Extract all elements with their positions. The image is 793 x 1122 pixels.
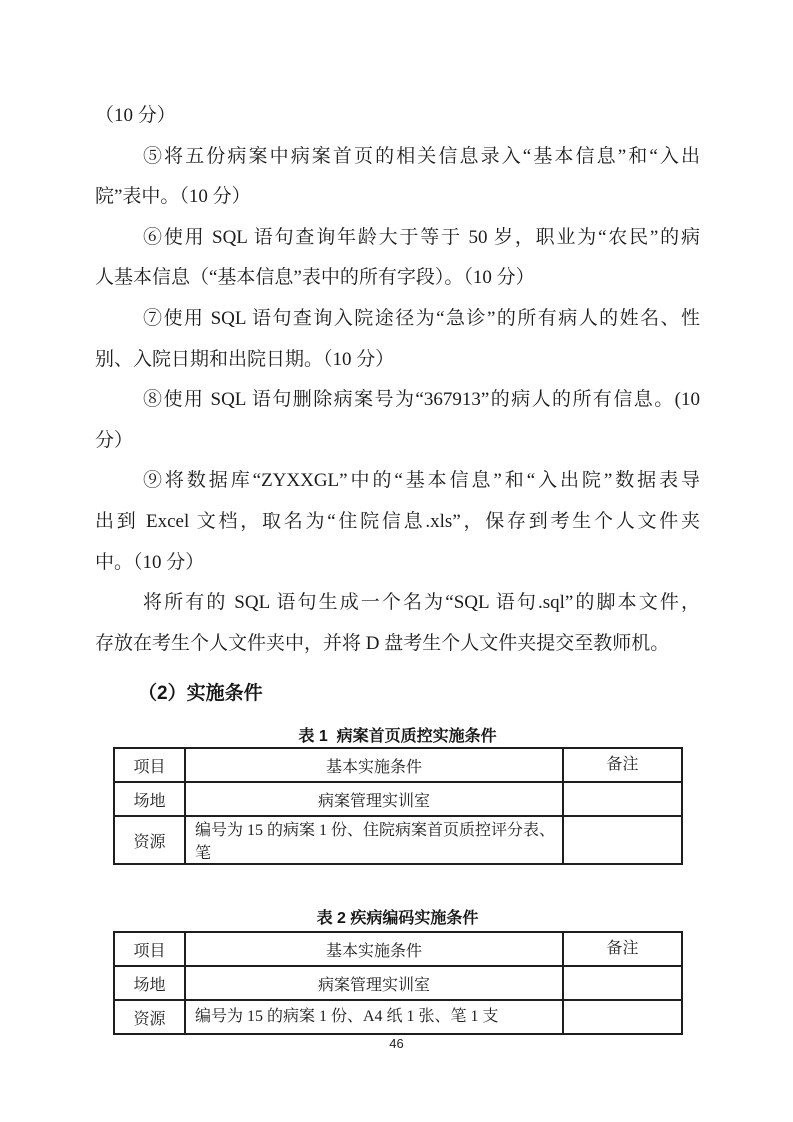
- body-line: 人基本信息（“基本信息”表中的所有字段）。（10 分）: [95, 267, 535, 289]
- body-line: 中。（10 分）: [95, 551, 205, 573]
- table-row: [114, 966, 682, 1000]
- table-row: [114, 1000, 682, 1034]
- table1-caption: 表 1 病案首页质控实施条件: [298, 728, 497, 746]
- body-line: 出到 Excel 文档，取名为“住院信息.xls”，保存到考生个人文件夹: [95, 510, 700, 532]
- table-cell: [563, 782, 682, 816]
- table-header-cell: 基本实施条件: [185, 748, 563, 782]
- table-1: [113, 747, 683, 865]
- body-line: 将所有的 SQL 语句生成一个名为“SQL 语句.sql”的脚本文件，: [143, 592, 700, 614]
- body-line: ⑥使用 SQL 语句查询年龄大于等于 50 岁，职业为“农民”的病: [143, 226, 700, 248]
- body-line: ⑧使用 SQL 语句删除病案号为“367913”的病人的所有信息。(10: [143, 389, 700, 411]
- table-cell: 场地: [114, 782, 185, 816]
- table-cell: 场地: [114, 966, 185, 1000]
- table-2: [113, 931, 683, 1035]
- document-body: [95, 96, 700, 1035]
- table-header-cell: 项目: [114, 748, 185, 782]
- table-header-row: [114, 748, 682, 782]
- table-cell: [563, 816, 682, 864]
- table2-caption: 表 2 疾病编码实施条件: [316, 910, 479, 928]
- table-cell: 编号为 15 的病案 1 份、住院病案首页质控评分表、笔: [185, 816, 563, 864]
- section-heading: （2）实施条件: [138, 683, 263, 705]
- table-cell: 资源: [114, 1000, 185, 1034]
- table-header-cell: 备注: [563, 932, 682, 966]
- table-cell: [563, 966, 682, 1000]
- table-cell: [563, 1000, 682, 1034]
- table-header-row: [114, 932, 682, 966]
- table-cell: 病案管理实训室: [185, 782, 563, 816]
- body-line: 院”表中。（10 分）: [95, 186, 251, 208]
- body-line: 存放在考生个人文件夹中，并将 D 盘考生个人文件夹提交至教师机。: [95, 632, 670, 654]
- body-line: （10 分）: [95, 105, 176, 126]
- table-row: [114, 782, 682, 816]
- body-line: ⑤将五份病案中病案首页的相关信息录入“基本信息”和“入出: [143, 145, 700, 167]
- table-row: [114, 816, 682, 864]
- table-cell: 编号为 15 的病案 1 份、A4 纸 1 张、笔 1 支: [185, 1000, 563, 1034]
- table-header-cell: 项目: [114, 932, 185, 966]
- table-header-cell: 基本实施条件: [185, 932, 563, 966]
- body-line: 分）: [95, 429, 134, 451]
- table-cell: 资源: [114, 816, 185, 864]
- table-cell: 病案管理实训室: [185, 966, 563, 1000]
- page-number: 46: [389, 1036, 404, 1051]
- table-header-cell: 备注: [563, 748, 682, 782]
- body-line: ⑨将数据库“ZYXXGL”中的“基本信息”和“入出院”数据表导: [143, 470, 700, 492]
- body-line: 别、入院日期和出院日期。（10 分）: [95, 348, 395, 370]
- body-line: ⑦使用 SQL 语句查询入院途径为“急诊”的所有病人的姓名、性: [143, 307, 700, 329]
